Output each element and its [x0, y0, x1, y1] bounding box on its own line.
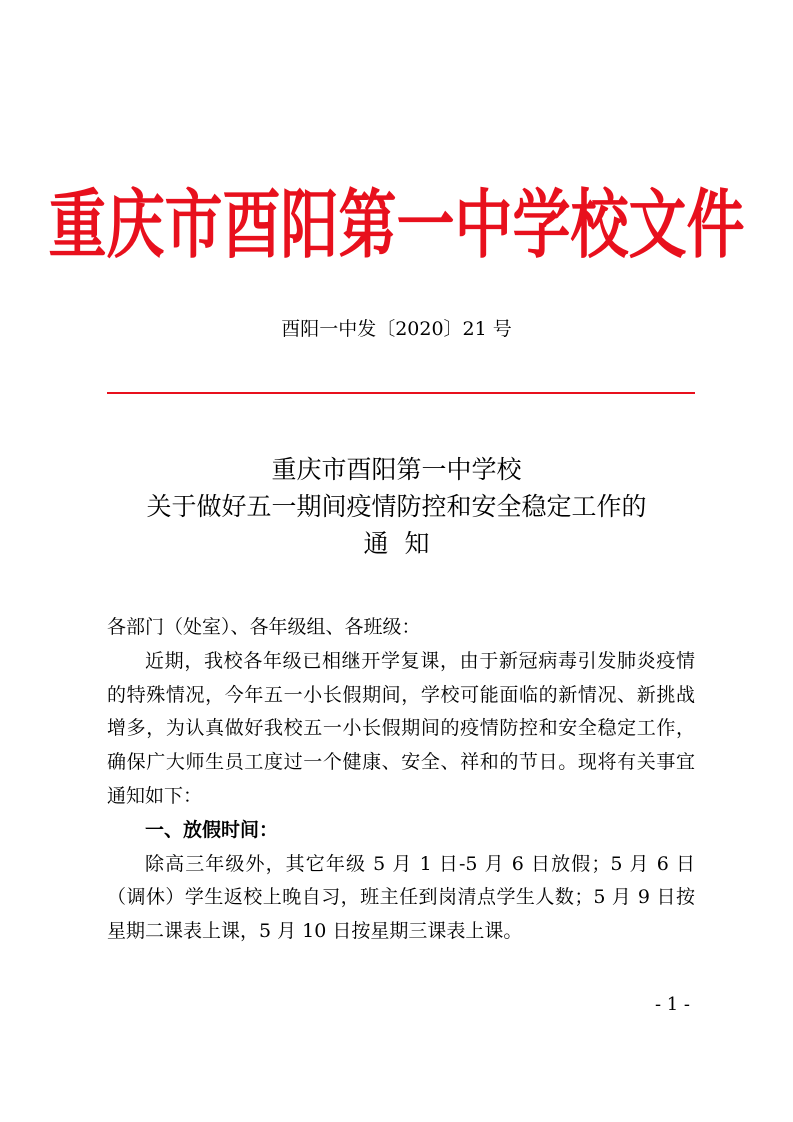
document-header-title: 重庆市酉阳第一中学校文件 [48, 181, 745, 269]
salutation: 各部门（处室）、各年级组、各班级： [107, 616, 421, 638]
intro-paragraph: 近期，我校各年级已相继开学复课，由于新冠病毒引发肺炎疫情的特殊情况，今年五一小长假期间，学校可能面临的新情况、新挑战增多，为认真做好我校五一小长假期间的疫情防控和安全稳定工作，确保广大师生员工度过一个健康、安全、祥和的节日。现将有关事宜通知如下： [107, 649, 695, 807]
notice-title-line-1: 重庆市酉阳第一中学校 [271, 455, 522, 484]
notice-title-line-3: 通 知 [363, 529, 430, 558]
page-number: - 1 - [654, 994, 690, 1015]
document-body [107, 611, 695, 949]
document-number: 酉阳一中发〔2020〕21 号 [281, 318, 512, 340]
section-1-paragraph: 除高三年级外，其它年级 5 月 1 日-5 月 6 日放假；5 月 6 日（调休）学生返校上晚自习，班主任到岗清点学生人数；5 月 9 日按星期二课表上课，5 月 10 日按星期三课表上课。 [107, 852, 695, 943]
notice-title-line-2: 关于做好五一期间疫情防控和安全稳定工作的 [146, 492, 647, 521]
section-1-heading: 一、放假时间： [145, 818, 279, 841]
header-divider [107, 392, 695, 394]
notice-title [0, 451, 793, 562]
